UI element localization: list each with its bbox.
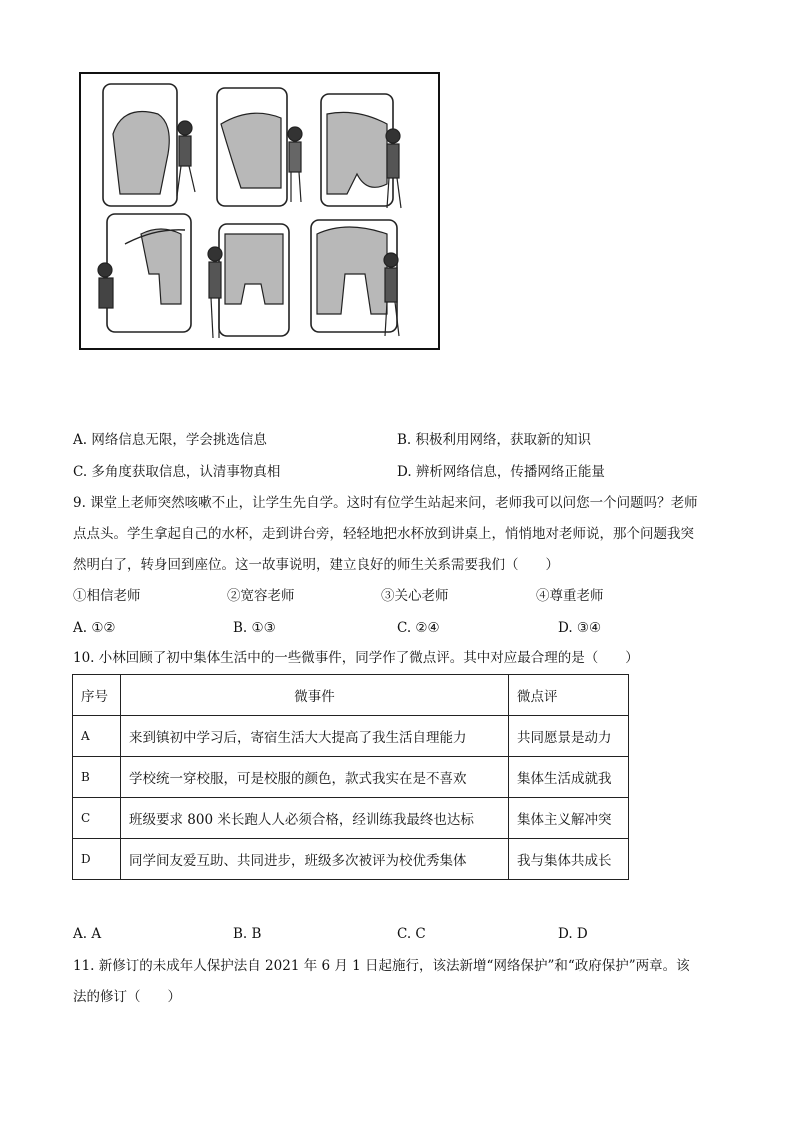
table-row (73, 839, 629, 880)
q8-option-d: D. 辨析网络信息，传播网络正能量 (397, 464, 605, 480)
q8-option-a: A. 网络信息无限，学会挑选信息 (73, 432, 267, 448)
row-comment: 集体生活成就我 (509, 757, 629, 798)
q9-option-a: A. ①② (73, 620, 116, 636)
row-comment: 共同愿景是动力 (509, 716, 629, 757)
row-event: 学校统一穿校服，可是校服的颜色，款式我实在是不喜欢 (121, 757, 509, 798)
q8-option-c: C. 多角度获取信息，认清事物真相 (73, 464, 281, 480)
row-event: 同学间友爱互助、共同进步，班级多次被评为校优秀集体 (121, 839, 509, 880)
q9-stem-line-2: 点点头。学生拿起自己的水杯，走到讲台旁，轻轻地把水杯放到讲桌上，悄悄地对老师说，那个问题我突 (73, 526, 694, 542)
q9-item-3: ③关心老师 (381, 588, 449, 604)
table-row (73, 798, 629, 839)
table-header-row (73, 675, 629, 716)
q10-stem: 10. 小林回顾了初中集体生活中的一些微事件，同学作了微点评。其中对应最合理的是（ ） (73, 650, 639, 666)
table-row (73, 757, 629, 798)
q9-item-2: ②宽容老师 (227, 588, 295, 604)
q10-option-d: D. D (558, 926, 588, 942)
q11-stem-line-2: 法的修订（ ） (73, 989, 181, 1005)
row-comment: 我与集体共成长 (509, 839, 629, 880)
q10-table (72, 674, 629, 880)
q9-stem-line-3: 然明白了，转身回到座位。这一故事说明，建立良好的师生关系需要我们（ ） (73, 557, 559, 573)
header-comment: 微点评 (509, 675, 629, 716)
row-index: A (73, 716, 121, 757)
row-event: 班级要求 800 米长跑人人必须合格，经训练我最终也达标 (121, 798, 509, 839)
q11-stem-line-1: 11. 新修订的未成年人保护法自 2021 年 6 月 1 日起施行，该法新增“网络保护”和“政府保护”两章。该 (73, 958, 690, 974)
row-index: B (73, 757, 121, 798)
row-event: 来到镇初中学习后，寄宿生活大大提高了我生活自理能力 (121, 716, 509, 757)
row-index: D (73, 839, 121, 880)
row-comment: 集体主义解冲突 (509, 798, 629, 839)
header-index: 序号 (73, 675, 121, 716)
row-index: C (73, 798, 121, 839)
q9-option-b: B. ①③ (233, 620, 276, 636)
q9-stem-line-1: 9. 课堂上老师突然咳嗽不止，让学生先自学。这时有位学生站起来问，老师我可以问您一个问题吗？老师 (73, 495, 698, 511)
q9-option-d: D. ③④ (558, 620, 602, 636)
q9-option-c: C. ②④ (397, 620, 440, 636)
q9-item-1: ①相信老师 (73, 588, 141, 604)
elephant-phones-illustration (79, 72, 440, 350)
header-event: 微事件 (121, 675, 509, 716)
table-row (73, 716, 629, 757)
q10-option-b: B. B (233, 926, 262, 942)
q10-option-a: A. A (73, 926, 102, 942)
illustration-drawing (81, 74, 438, 348)
q9-item-4: ④尊重老师 (536, 588, 604, 604)
q10-option-c: C. C (397, 926, 426, 942)
q8-option-b: B. 积极利用网络，获取新的知识 (397, 432, 592, 448)
